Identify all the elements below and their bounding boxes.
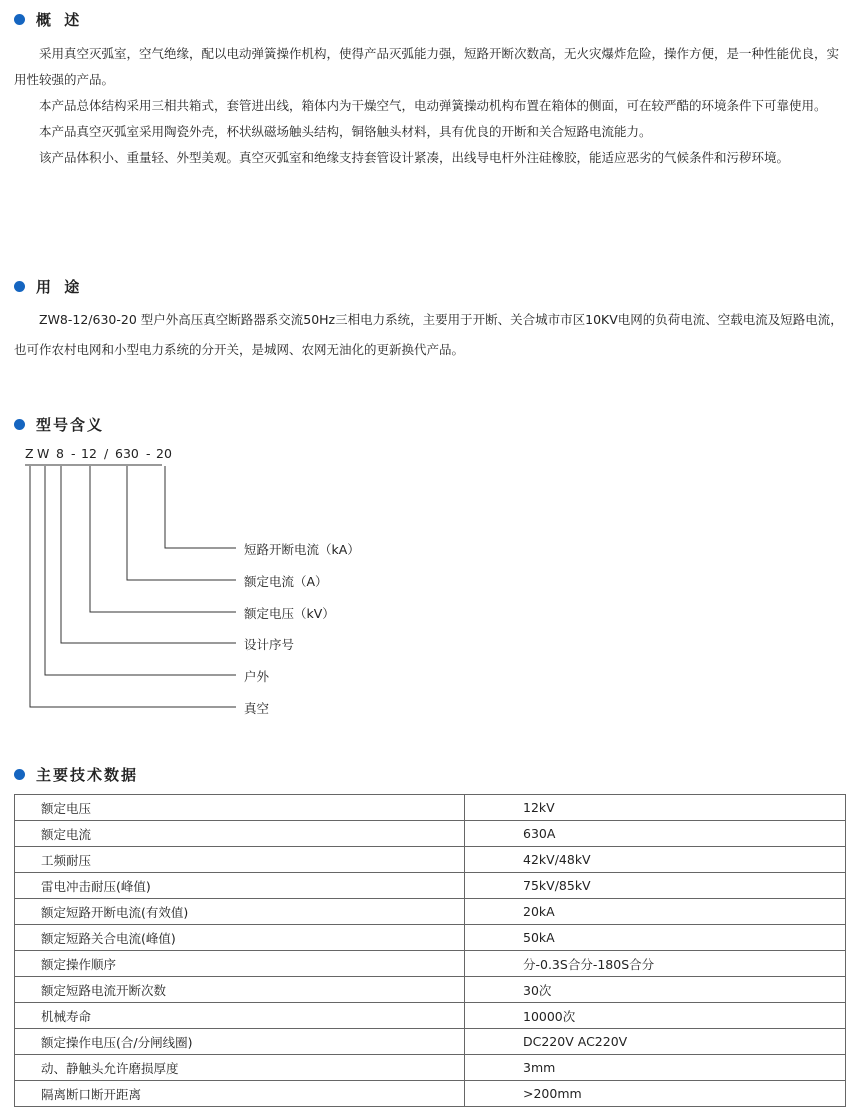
code-part: -: [71, 446, 76, 461]
table-row: [15, 925, 846, 951]
meaning-label: 短路开断电流（kA）: [244, 542, 360, 557]
code-part: 630: [115, 446, 139, 461]
code-part: 8: [56, 446, 64, 461]
overview-paragraph: 本产品总体结构采用三相共箱式，套管进出线，箱体内为干燥空气，电动弹簧操动机构布置在箱体的侧面，可在较严酷的环境条件下可靠使用。: [39, 98, 827, 113]
specs-heading: [14, 764, 138, 785]
connector-line: [90, 466, 236, 612]
spec-key: 工频耐压: [15, 847, 465, 873]
overview-paragraph: 该产品体积小、重量轻、外型美观。真空灭弧室和绝缘支持套管设计紧凑，出线导电杆外注硅橡胶，能适应恶劣的气候条件和污秽环境。: [39, 150, 790, 165]
code-part: Z: [25, 446, 34, 461]
overview-title: 概 述: [36, 11, 84, 29]
meaning-label: 额定电流（A）: [244, 574, 328, 589]
spec-value: 3mm: [465, 1055, 846, 1081]
usage-paragraph: ZW8-12/630-20 型户外高压真空断路器系交流50Hz三相电力系统，主要用于开断、关合城市市区10KV电网的负荷电流、空载电流及短路电流，也可作农村电网和小型电力系统的分开关，是城网、农网无油化的更新换代产品。: [14, 312, 843, 357]
specs-table: [14, 794, 846, 1107]
spec-value: DC220V AC220V: [465, 1029, 846, 1055]
table-row: [15, 1029, 846, 1055]
spec-value: 630A: [465, 821, 846, 847]
table-row: [15, 847, 846, 873]
connector-line: [61, 466, 236, 643]
spec-key: 额定短路开断电流(有效值): [15, 899, 465, 925]
spec-key: 额定电流: [15, 821, 465, 847]
spec-key: 额定操作电压(合/分闸线圈): [15, 1029, 465, 1055]
model-title: 型号含义: [36, 416, 105, 434]
code-part: W: [37, 446, 50, 461]
spec-value: 分-0.3S合分-180S合分: [465, 951, 846, 977]
table-row: [15, 977, 846, 1003]
table-row: [15, 899, 846, 925]
code-part: 12: [81, 446, 97, 461]
spec-key: 雷电冲击耐压(峰值): [15, 873, 465, 899]
spec-key: 隔离断口断开距离: [15, 1081, 465, 1107]
spec-key: 额定短路关合电流(峰值): [15, 925, 465, 951]
overview-paragraph: 本产品真空灭弧室采用陶瓷外壳，杯状纵磁场触头结构，铜铬触头材料，具有优良的开断和关合短路电流能力。: [39, 124, 652, 139]
table-row: [15, 873, 846, 899]
table-row: [15, 795, 846, 821]
connector-line: [127, 466, 236, 580]
bullet-dot-icon: [14, 769, 25, 780]
table-row: [15, 821, 846, 847]
spec-value: 75kV/85kV: [465, 873, 846, 899]
spec-key: 机械寿命: [15, 1003, 465, 1029]
meaning-label: 真空: [244, 701, 270, 716]
connector-line: [45, 466, 236, 675]
table-row: [15, 1003, 846, 1029]
table-row: [15, 951, 846, 977]
meaning-label: 户外: [244, 669, 270, 684]
specs-title: 主要技术数据: [36, 766, 139, 784]
spec-value: 20kA: [465, 899, 846, 925]
spec-value: 12kV: [465, 795, 846, 821]
overview-paragraph: 采用真空灭弧室，空气绝缘，配以电动弹簧操作机构，使得产品灭弧能力强，短路开断次数高，无火灾爆炸危险，操作方便，是一种性能优良，实用性较强的产品。: [14, 46, 840, 87]
spec-key: 动、静触头允许磨损厚度: [15, 1055, 465, 1081]
spec-value: 30次: [465, 977, 846, 1003]
spec-key: 额定操作顺序: [15, 951, 465, 977]
spec-value: >200mm: [465, 1081, 846, 1107]
code-part: -: [146, 446, 151, 461]
usage-title: 用 途: [36, 278, 84, 296]
spec-value: 10000次: [465, 1003, 846, 1029]
spec-key: 额定电压: [15, 795, 465, 821]
connector-line: [165, 466, 236, 548]
spec-value: 42kV/48kV: [465, 847, 846, 873]
spec-value: 50kA: [465, 925, 846, 951]
code-part: 20: [156, 446, 172, 461]
table-row: [15, 1055, 846, 1081]
table-row: [15, 1081, 846, 1107]
spec-key: 额定短路电流开断次数: [15, 977, 465, 1003]
meaning-label: 设计序号: [244, 637, 295, 652]
code-part: /: [104, 446, 109, 461]
meaning-label: 额定电压（kV）: [244, 606, 335, 621]
